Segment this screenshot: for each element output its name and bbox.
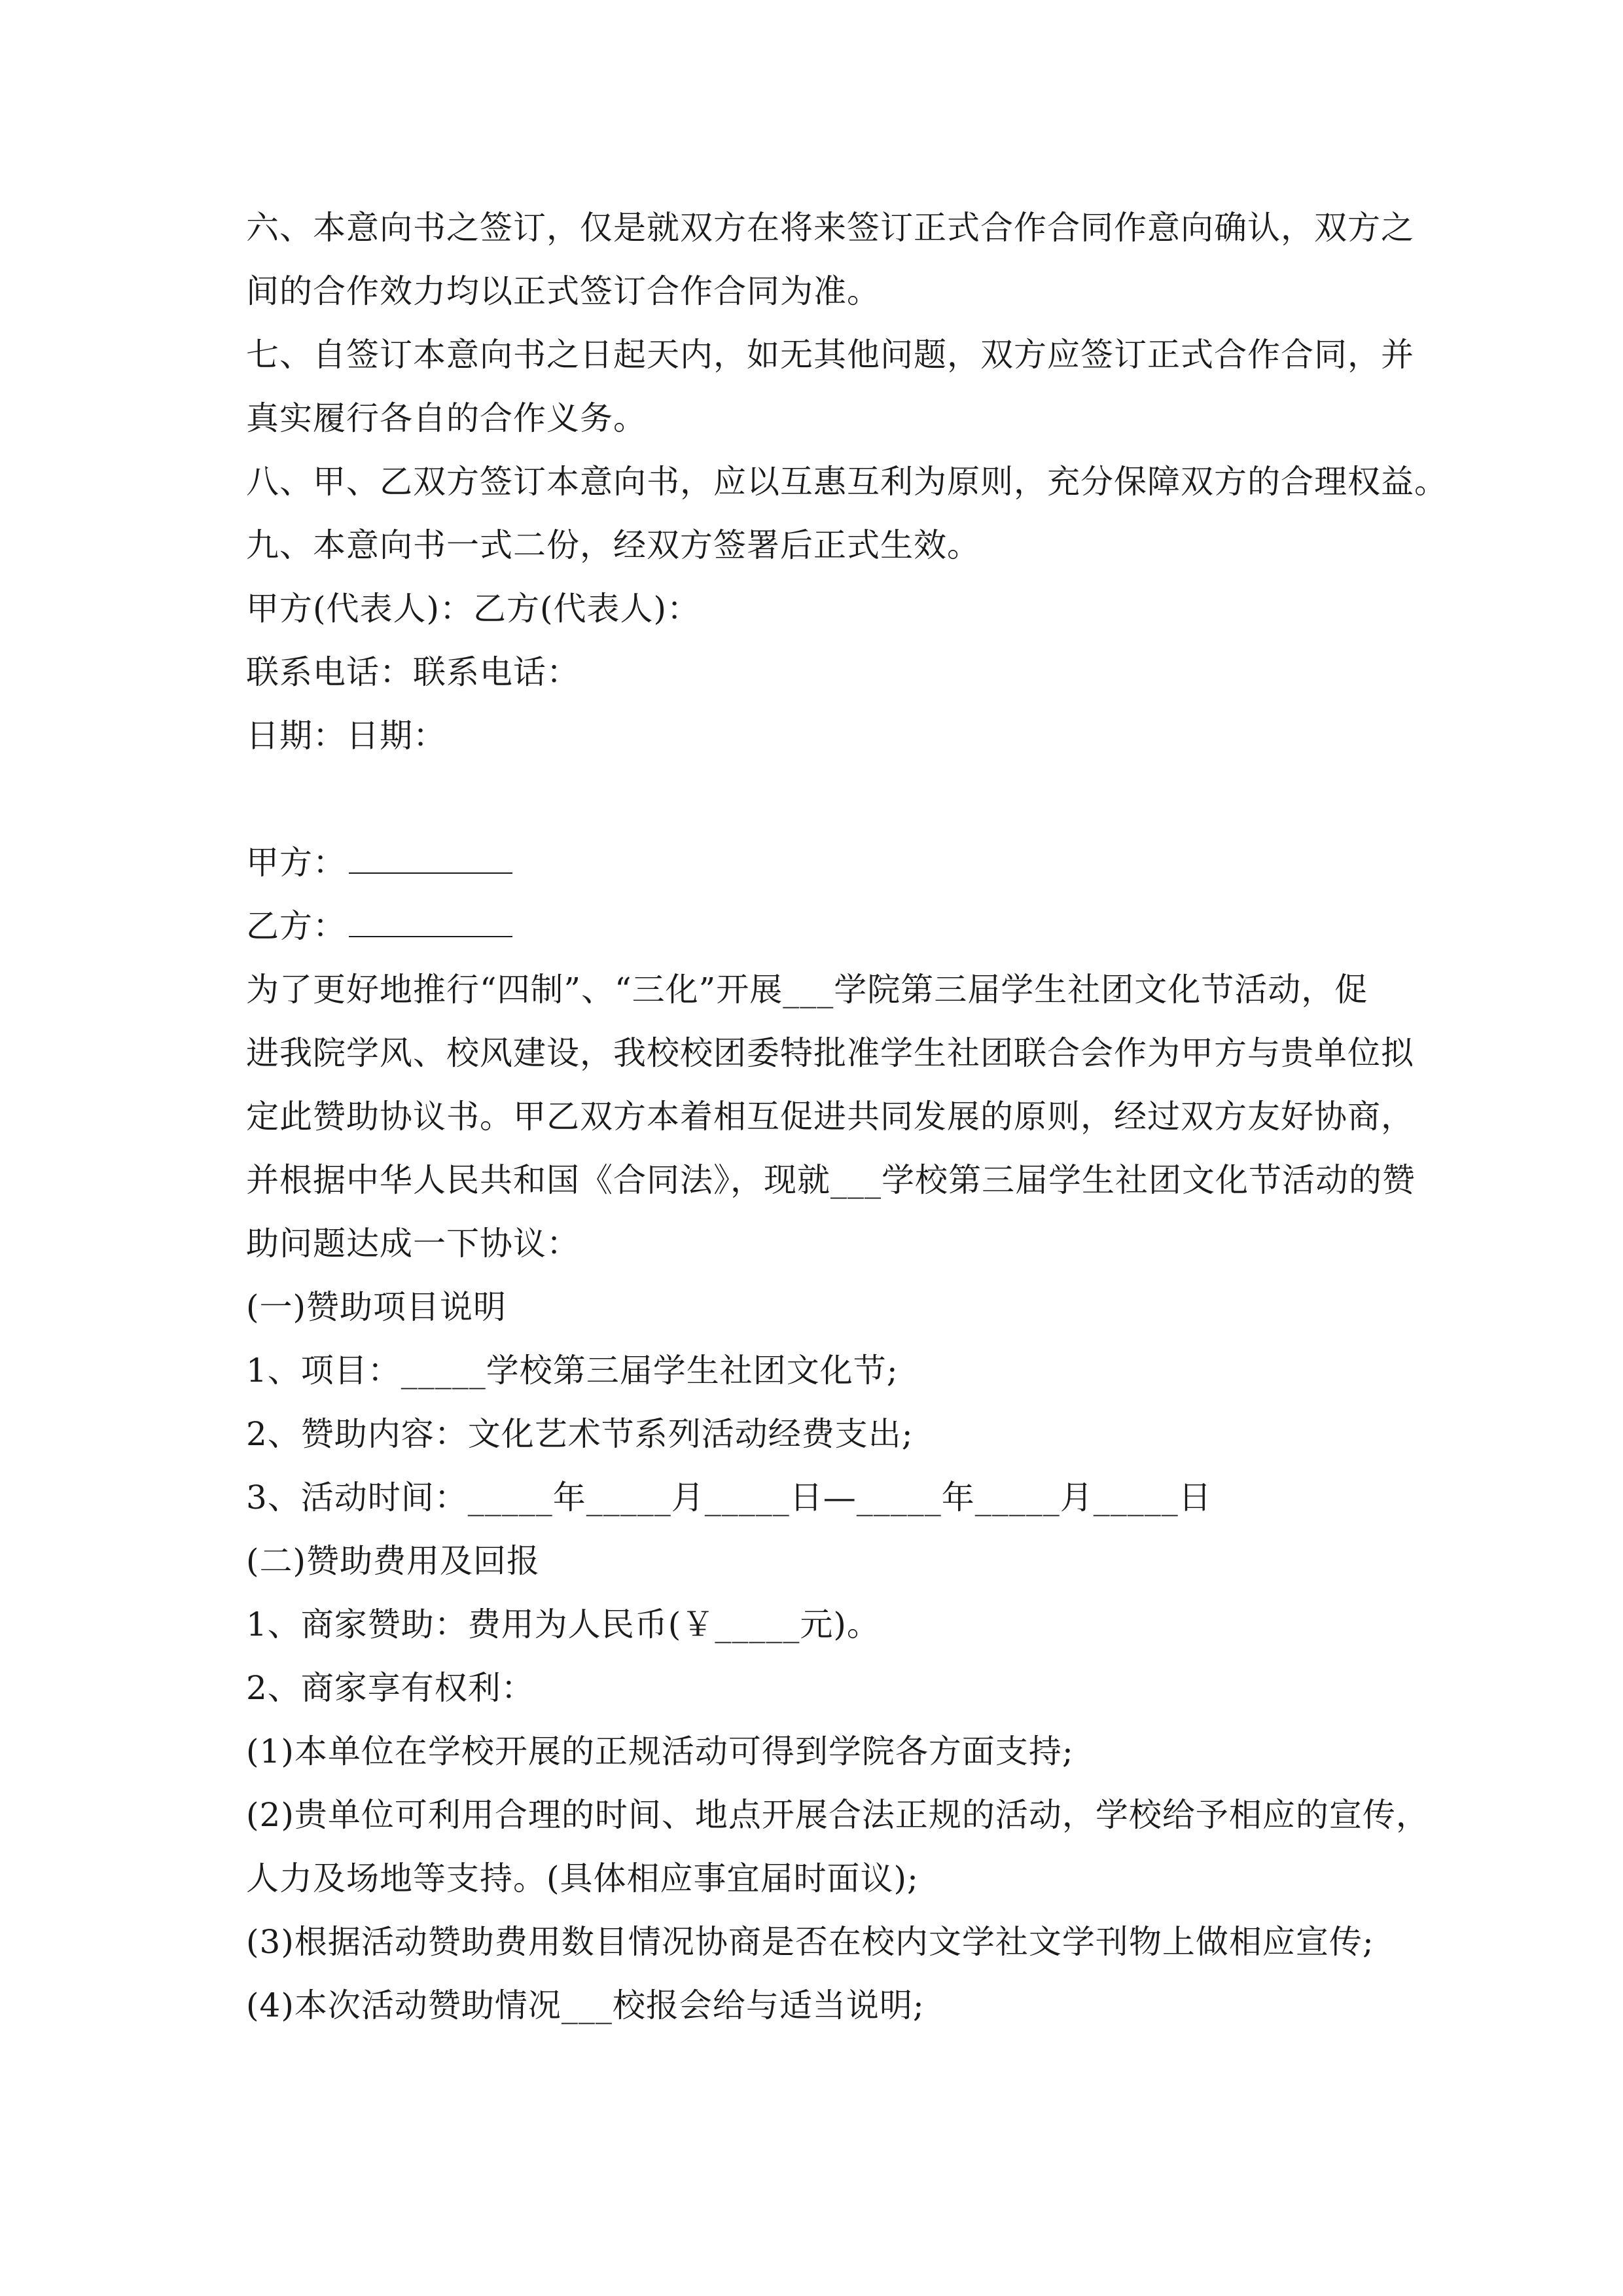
document-body (246, 196, 1448, 2037)
clause-eight: 八、甲、乙双方签订本意向书，应以互惠互利为原则，充分保障双方的合理权益。 (246, 463, 1448, 501)
party-a-label: 甲方： (246, 844, 346, 882)
section-gap (246, 768, 1391, 831)
section-2-item-1: 1、商家赞助：费用为人民币(￥_____元)。 (246, 1605, 880, 1643)
intro-line-5: 助问题达成一下协议： (246, 1225, 580, 1263)
section-2-heading: (二)赞助费用及回报 (246, 1542, 541, 1580)
clause-seven-line-2: 真实履行各自的合作义务。 (246, 399, 647, 437)
section-2-right-4: (4)本次活动赞助情况___校报会给与适当说明; (246, 1986, 925, 2024)
party-a-blank (349, 846, 512, 874)
intro-line-2: 进我院学风、校风建设，我校校团委特批准学生社团联合会作为甲方与贵单位拟 (246, 1034, 1414, 1072)
section-1-item-3: 3、活动时间：_____年_____月_____日—_____年_____月_____日 (246, 1479, 1212, 1516)
intro-line-4: 并根据中华人民共和国《合同法》，现就___学校第三届学生社团文化节活动的赞 (246, 1161, 1416, 1199)
section-2-right-2-line-2: 人力及场地等支持。(具体相应事宜届时面议); (246, 1859, 919, 1897)
party-b-blank (349, 910, 512, 937)
clause-seven-line-1: 七、自签订本意向书之日起天内，如无其他问题，双方应签订正式合作合同，并 (246, 336, 1414, 374)
section-1-item-2: 2、赞助内容：文化艺术节系列活动经费支出; (246, 1415, 914, 1453)
signature-representatives: 甲方(代表人)：乙方(代表人)： (246, 590, 701, 628)
party-b-label: 乙方： (246, 907, 346, 945)
section-2-right-2-line-1: (2)贵单位可利用合理的时间、地点开展合法正规的活动，学校给予相应的宣传， (246, 1796, 1429, 1834)
section-2-right-1: (1)本单位在学校开展的正规活动可得到学院各方面支持; (246, 1732, 1074, 1770)
clause-six-line-1: 六、本意向书之签订，仅是就双方在将来签订正式合作合同作意向确认，双方之 (246, 209, 1414, 247)
intro-line-3: 定此赞助协议书。甲乙双方本着相互促进共同发展的原则，经过双方友好协商， (246, 1098, 1414, 1136)
section-1-heading: (一)赞助项目说明 (246, 1288, 507, 1326)
section-1-item-1: 1、项目：_____学校第三届学生社团文化节; (246, 1352, 899, 1390)
party-a-row (246, 831, 1391, 895)
party-b-row (246, 895, 1391, 958)
section-2-item-2: 2、商家享有权利： (246, 1669, 535, 1707)
signature-phones: 联系电话：联系电话： (246, 653, 580, 691)
clause-six-line-2: 间的合作效力均以正式签订合作合同为准。 (246, 272, 880, 310)
intro-line-1: 为了更好地推行“四制”、“三化”开展___学院第三届学生社团文化节活动，促 (246, 971, 1368, 1009)
section-2-right-3: (3)根据活动赞助费用数目情况协商是否在校内文学社文学刊物上做相应宣传; (246, 1923, 1374, 1961)
clause-nine: 九、本意向书一式二份，经双方签署后正式生效。 (246, 526, 980, 564)
signature-dates: 日期：日期： (246, 717, 446, 755)
